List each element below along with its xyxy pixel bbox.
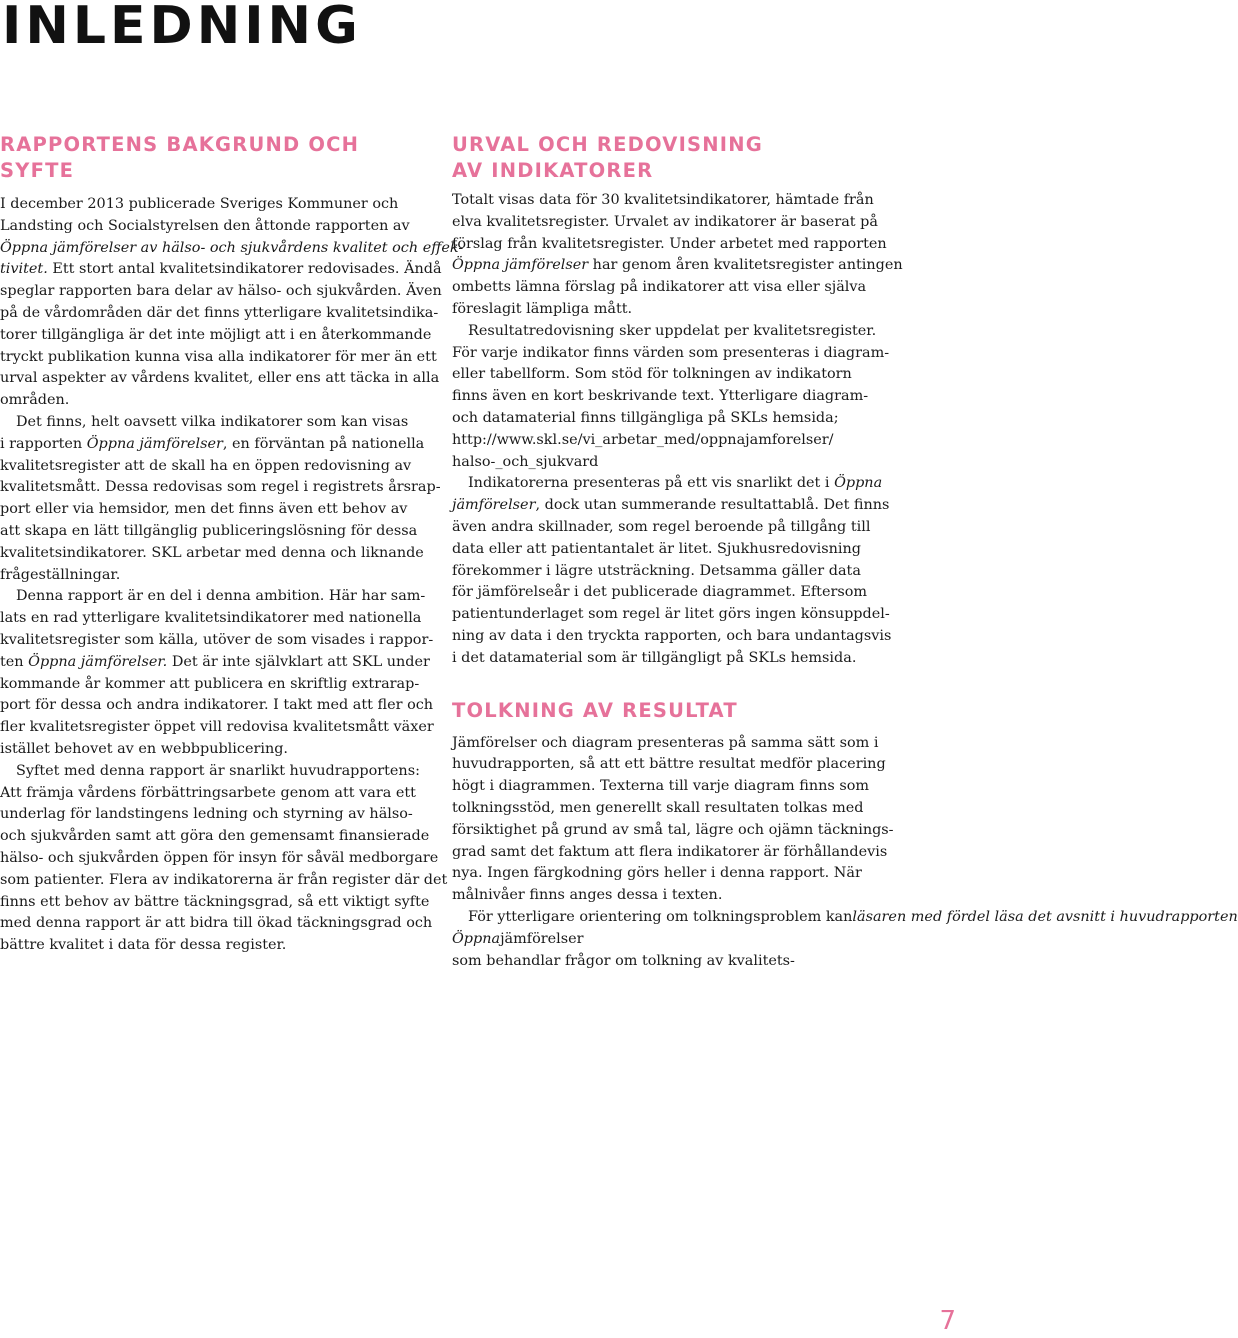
paragraph-report-ambition: Denna rapport är en del i denna ambition. Här har sam- lats en rad ytterligare kvalitetsindikatorer med nationella kvalitetsregister som källa, utöver de som visades i rappor- ten Öppna jämförelser. Det är inte självklart att SKL under kommande år kommer att publicera en skriftlig extrarap- port för dessa och andra indikatorer. I takt med att fler och fler kvalitetsregister öppet vill redovisa kvalitetsmått växer istället behovet av en webbpublicering. bbox=[0, 588, 434, 757]
skl-url: http://www.skl.se/vi_arbetar_med/oppnajamforelser/ bbox=[452, 431, 834, 448]
right-column bbox=[452, 132, 1238, 972]
paragraph-report-purpose: Syftet med denna rapport är snarlikt huvudrapportens: Att främja vårdens förbättringsarbete genom att vara ett underlag för landstingens ledning och styrning av hälso- och sjukvården samt att göra den gemensamt finansierade hälso- och sjukvården öppen för insyn för såväl medborgare som patienter. Flera av indikatorerna är från register där det finns ett behov av bättre täckningsgrad, så ett viktigt syfte med denna rapport är att bidra till ökad täckningsgrad och bättre kvalitet i data för dessa register. bbox=[0, 762, 448, 954]
section-heading-selection: URVAL OCH REDOVISNING AV INDIKATORER bbox=[452, 133, 763, 182]
page-number: 7 bbox=[939, 1306, 956, 1336]
paragraph-selection-intro: Totalt visas data för 30 kvalitetsindikatorer, hämtade från elva kvalitetsregister. Urvalet av indikatorer är baserat på förslag från kvalitetsregister. Under arbetet med rapporten Öppna jämförelser har genom åren kvalitetsregister antingen ombetts lämna förslag på indikatorer att visa eller själva föreslagit lämpliga mått. bbox=[452, 192, 903, 317]
skl-url-continued: halso-_och_sjukvard bbox=[452, 453, 599, 470]
page-title: INLEDNING bbox=[2, 0, 362, 56]
paragraph-background-intro: I december 2013 publicerade Sveriges Kommuner och Landsting och Socialstyrelsen den åttonde rapporten av Öppna jämförelser av hälso- och sjukvårdens kvalitet och effek- tivitet. Ett stort antal kvalitetsindikatorer redovisades. Ändå speglar rapporten bara delar av hälso- och sjukvården. Även på de vårdområden där det finns ytterligare kvalitetsindika- torer tillgängliga är det inte möjligt att i en återkommande tryckt publikation kunna visa alla indikatorer för mer än ett urval aspekter av vårdens kvalitet, eller ens att täcka in alla områden. bbox=[0, 196, 464, 409]
paragraph-further-orientation: För ytterligare orientering om tolkningsproblem kanläsaren med fördel läsa det avsnitt i huvudrapporten Öppnajämförelser som behandlar frågor om tolkning av kvalitets- bbox=[452, 908, 1238, 969]
section-heading-interpretation: TOLKNING AV RESULTAT bbox=[452, 698, 738, 722]
section-heading-background: RAPPORTENS BAKGRUND OCH SYFTE bbox=[0, 133, 360, 182]
paragraph-result-presentation: Resultatredovisning sker uppdelat per kvalitetsregister. För varje indikator finns värden som presenteras i diagram- eller tabellform. Som stöd för tolkningen av indikatorn finns även en kort beskrivande text. Ytterligare diagram- och datamaterial finns tillgängliga på SKLs hemsida; http://www.skl.se/vi_arbetar_med/oppnajamforelser/ halso-_och_sjukvard bbox=[452, 321, 892, 474]
left-column bbox=[0, 132, 464, 957]
paragraph-indicator-presentation: Indikatorerna presenteras på ett vis snarlikt det i Öppna jämförelser, dock utan summerande resultattablå. Det finns även andra skillnader, som regel beroende på tillgång till data eller att patientantalet är litet. Sjukhusredovisning förekommer i lägre utsträckning. Detsamma gäller data för jämförelseår i det publicerade diagrammet. Eftersom patientunderlaget som regel är litet görs ingen könsuppdel- ning av data i den tryckta rapporten, och bara undantagsvis i det datamaterial som är tillgängligt på SKLs hemsida. bbox=[452, 475, 892, 666]
paragraph-interpretation: Jämförelser och diagram presenteras på samma sätt som i huvudrapporten, så att ett bättre resultat medför placering högt i diagrammen. Texterna till varje diagram finns som tolkningsstöd, men generellt skall resultaten tolkas med försiktighet på grund av små tal, lägre och ojämn täcknings- grad samt det faktum att flera indikatorer är förhållandevis nya. Ingen färgkodning görs heller i denna rapport. När målnivåer finns anges dessa i texten. bbox=[452, 734, 894, 904]
paragraph-registry-expectation: Det finns, helt oavsett vilka indikatorer som kan visas i rapporten Öppna jämförelser, en förväntan på nationella kvalitetsregister att de skall ha en öppen redovisning av kvalitetsmått. Dessa redovisas som regel i registrets årsrap- port eller via hemsidor, men det finns även ett behov av att skapa en lätt tillgänglig publiceringslösning för dessa kvalitetsindikatorer. SKL arbetar med denna och liknande frågeställningar. bbox=[0, 413, 441, 583]
